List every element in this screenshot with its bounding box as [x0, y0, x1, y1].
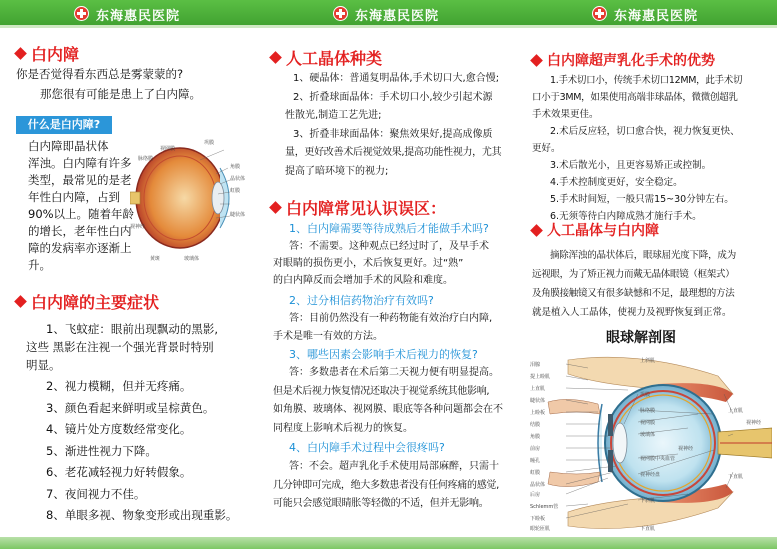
section-title-surgery-advantages: 白内障超声乳化手术的优势 [532, 50, 715, 70]
anatomy-label-superior-rectus-right: 上直肌 [728, 408, 744, 414]
diagram-label-ciliary-body: 睫状体 [230, 212, 246, 218]
anatomy-label-cornea: 角膜 [530, 434, 541, 440]
hospital-name: 东海惠民医院 [355, 9, 440, 24]
what-is-cataract-text: 白内障即晶状体 浑浊。白内障有许多 类型，最常见的是老 年性白内障，占到 90%以上。随着年龄 的增长，老年性白内 障的发病率亦逐渐上 升。 [28, 139, 135, 272]
anatomy-label-inferior-oblique: 下斜肌 [640, 498, 656, 504]
intro-answer: 那您很有可能是患上了白内障。 [40, 87, 201, 101]
anatomy-label-anterior-chamber: 前房 [530, 446, 541, 452]
anatomy-label-upper-tarsus: 上睑板 [530, 410, 546, 416]
eye-cross-section-diagram [130, 128, 255, 278]
myth-answer-1: 答：不需要。这种观点已经过时了，及早手术 对眼睛的损伤更小，术后恢复更好。过“熟” 的白内障反而会增加手术的风险和难度。 [273, 241, 489, 286]
symptom-1: 1、飞蚊症：眼前出现飘动的黑影, 这些 黑影在注视一个强光背景时特别 明显。 [26, 322, 218, 372]
section-title-lens-and-cataract: 人工晶体与白内障 [532, 220, 659, 240]
anatomy-label-optic-disc: 视神经盘 [640, 472, 661, 478]
anatomy-label-central-vessels: 视网膜中央血管 [640, 456, 676, 462]
column-middle [259, 0, 518, 549]
myth-answer-4: 答：不会。超声乳化手术使用局部麻醉，只需十 几分钟即可完成，绝大多数患者没有任何疼痛的感觉, 可能只会感觉眼睛胀等轻微的不适，但并无影响。 [273, 461, 499, 509]
red-cross-icon [74, 6, 89, 21]
header-bar [518, 0, 777, 28]
section-title-cataract: 白内障 [16, 42, 79, 65]
myth-answer-2: 答：目前仍然没有一种药物能有效治疗白内障, 手术是唯一有效的方法。 [273, 313, 493, 342]
anatomy-label-ciliary-body: 睫状体 [530, 398, 546, 404]
anatomy-label-iris: 虹膜 [530, 470, 541, 476]
myth-question-2: 2、过分相信药物治疗有效吗? [289, 294, 434, 307]
diagram-label-vitreous: 玻璃体 [184, 256, 200, 262]
anatomy-label-optic-nerve-right: 视神经 [746, 420, 762, 426]
footer-bar [0, 537, 777, 549]
anatomy-label-superior-rectus: 上直肌 [530, 386, 546, 392]
hospital-name: 东海惠民医院 [614, 9, 699, 24]
list-item: 6、老花减轻视力好转假象。 [46, 465, 192, 479]
myth-question-1: 1、白内障需要等待成熟后才能做手术吗? [289, 222, 489, 235]
header-bar [259, 0, 518, 28]
header-stripe [518, 25, 777, 28]
diagram-label-optic-nerve: 视神经 [130, 224, 146, 230]
diamond-bullet-icon [269, 51, 282, 64]
anatomy-label-posterior-chamber: 后房 [530, 492, 541, 498]
diamond-bullet-icon [530, 224, 543, 237]
anatomy-label-pupil: 瞳孔 [530, 458, 541, 464]
anatomy-label-levator: 提上睑肌 [530, 374, 551, 380]
column-left [0, 0, 259, 549]
list-item: 2、视力模糊，但并无疼痛。 [46, 379, 192, 393]
list-item: 5、渐进性视力下降。 [46, 443, 157, 458]
diamond-bullet-icon [530, 54, 543, 67]
diagram-label-choroid: 脉络膜 [138, 156, 154, 162]
myth-answer-3: 答：多数患者在术后第二天视力便有明显提高。 但是术后视力恢复情况还取决于视觉系统其他影响, 如角膜、玻璃体、视网膜、眼底等各种问题都会在不 同程度上影响术后视力的恢复。 [273, 367, 503, 434]
list-item: 8、单眼多视、物象变形或出现重影。 [46, 508, 238, 522]
list-item: 3、颜色看起来鲜明或呈棕黄色。 [46, 400, 215, 415]
section-title-lens-types: 人工晶体种类 [271, 46, 382, 69]
diamond-bullet-icon [269, 201, 282, 214]
header-stripe [259, 25, 518, 28]
symptom-list [46, 376, 256, 527]
myth-question-3: 3、哪些因素会影响手术后视力的恢复? [289, 348, 478, 361]
section-title-myths: 白内障常见认识误区： [271, 196, 446, 219]
anatomy-label-orbicularis: 眼轮匝肌 [530, 526, 551, 532]
diamond-bullet-icon [14, 295, 27, 308]
myth-question-4: 4、白内障手术过程中会很疼吗? [289, 441, 445, 454]
anatomy-label-lacrimal-gland: 泪腺 [530, 362, 541, 368]
anatomy-diagram-title: 眼球解剖图 [606, 330, 676, 346]
lens-types-text: 1、硬晶体：普通复明晶体,手术切口大,愈合慢; 2、折叠球面晶体：手术切口小,较少引起术源 性散光,制造工艺先进; 3、折叠非球面晶体：聚焦效果好,提高成像质 量，更好改善术后视觉效果,提高功能性视力，尤其 提高了暗环境下的视力; [285, 73, 502, 177]
lens-and-cataract-text: 摘除浑浊的晶状体后，眼球屈光度下降，成为 远视眼，为了矫正视力而戴无晶体眼镜（框架式） 及角膜接触镜又有很多缺憾和不足，最理想的方法 就是植入人工晶体，使视力及视野恢复到正常。 [532, 250, 737, 318]
anatomy-label-inferior-rectus: 下直肌 [640, 526, 656, 532]
anatomy-label-conjunctiva: 结膜 [530, 422, 541, 428]
anatomy-label-vitreous: 玻璃体 [640, 432, 656, 438]
diagram-label-iris: 虹膜 [230, 188, 241, 194]
red-cross-icon [592, 6, 607, 21]
anatomy-label-sclera: 巩膜 [640, 392, 651, 398]
diagram-label-lens: 晶状体 [230, 176, 246, 182]
anatomy-label-retina: 视网膜 [640, 420, 656, 426]
column-right [518, 0, 777, 549]
header-bar [0, 0, 259, 28]
diagram-label-sclera: 巩膜 [204, 140, 215, 146]
anatomy-label-lower-tarsus: 下睑板 [530, 516, 546, 522]
surgery-advantages-text: 1.手术切口小，传统手术切口12MM，此手术切 口小于3MM，如果使用高端非球晶体，微微创超乳 手术效果更佳。 2.术后反应轻，切口愈合快，视力恢复更快、 更好。 3.术后散光小，且更容易矫正或控制。 4.手术控制度更好，安全稳定。 5.手术时间短，一般只需15~30分钟左右。 6.无须等待白内障成熟才施行手术。 [532, 75, 743, 222]
diagram-label-retina: 视网膜 [160, 146, 176, 152]
red-cross-icon [333, 6, 348, 21]
list-item: 7、夜间视力不佳。 [46, 486, 146, 501]
diagram-label-macula: 黄斑 [150, 256, 161, 262]
hospital-name: 东海惠民医院 [96, 9, 181, 24]
list-item: 4、镜片处方度数经常变化。 [46, 422, 192, 436]
intro-question: 你是否觉得看东西总是雾蒙蒙的? [16, 67, 184, 81]
header-stripe [0, 25, 259, 28]
anatomy-label-superior-oblique: 上斜肌 [640, 358, 656, 364]
diagram-label-cornea: 角膜 [230, 164, 241, 170]
anatomy-label-optic-nerve-inner: 视神经 [678, 446, 694, 452]
anatomy-label-lens: 晶状体 [530, 482, 546, 488]
eye-anatomy-diagram [528, 354, 772, 532]
anatomy-label-choroid: 脉络膜 [640, 408, 656, 414]
what-is-cataract-label: 什么是白内障? [16, 116, 112, 134]
diamond-bullet-icon [14, 47, 27, 60]
anatomy-label-schlemm-canal: Schlemm管 [530, 504, 559, 510]
anatomy-label-inferior-rectus-right: 下直肌 [728, 474, 744, 480]
section-title-symptoms: 白内障的主要症状 [16, 290, 159, 313]
